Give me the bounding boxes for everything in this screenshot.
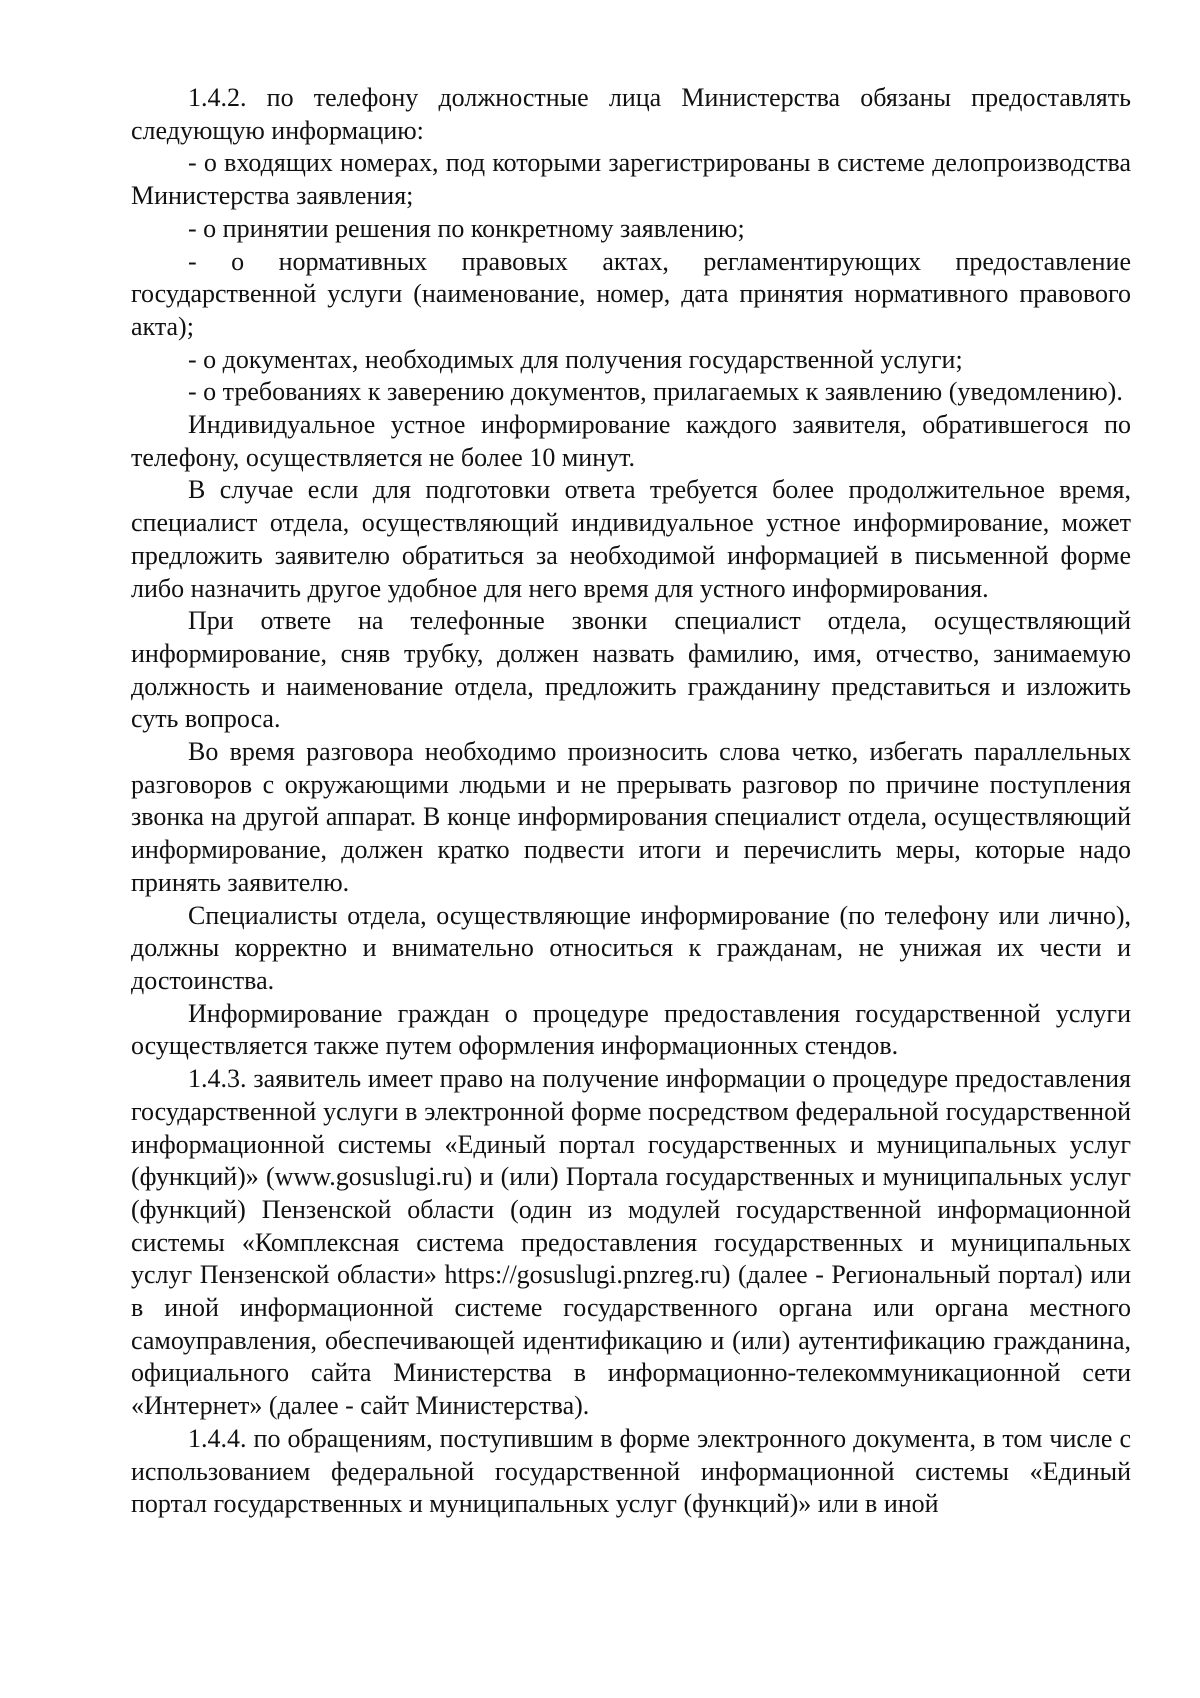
paragraph-longer-time: В случае если для подготовки ответа требуется более продолжительное время, специалист отдела, осуществляющий индивидуальное устное информирование, может предложить заявителю обратиться за необходимой информацией в письменной форме либо назначить другое удобное для него время для устного информирования. [131,475,1131,603]
paragraph-courtesy: Специалисты отдела, осуществляющие информирование (по телефону или лично), должны корректно и внимательно относиться к гражданам, не унижая их чести и достоинства. [131,900,1131,995]
paragraph-1-4-2: 1.4.2. по телефону должностные лица Министерства обязаны предоставлять следующую информацию: [131,83,1131,145]
list-item-certification: - о требованиях к заверению документов, прилагаемых к заявлению (уведомлению). [188,377,1123,407]
list-item-documents: - о документах, необходимых для получения государственной услуги; [188,344,963,374]
list-item-incoming-numbers: - о входящих номерах, под которыми зарегистрированы в системе делопроизводства Министерства заявления; [131,148,1131,211]
paragraph-oral-info-duration: Индивидуальное устное информирование каждого заявителя, обратившегося по телефону, осуществляется не более 10 минут. [131,410,1131,472]
paragraph-conversation-rules: Во время разговора необходимо произносить слова четко, избегать параллельных разговоров с окружающими людьми и не прерывать разговор по причине поступления звонка на другой аппарат. В конце информирования специалист отдела, осуществляющий информирование, должен кратко подвести итоги и перечислить меры, которые надо принять заявителю. [131,737,1131,897]
list-item-normative-acts: - о нормативных правовых актах, регламентирующих предоставление государственной услуги (наименование, номер, дата принятия нормативного правового акта); [131,246,1131,341]
paragraph-1-4-3: 1.4.3. заявитель имеет право на получение информации о процедуре предоставления государственной услуги в электронной форме посредством федеральной государственной информационной системы «Единый портал государственных и муниципальных услуг (функций)» (www.gosuslugi.ru) и (или) Портала государственных и муниципальных услуг (функций) Пензенской области (один из модулей государственной информационной системы «Комплексная система предоставления государственных и муниципальных услуг Пензенской области» https://gosuslugi.pnzreg.ru) (далее - Региональный портал) или в иной информационной системе государственного органа или органа местного самоуправления, обеспечивающей идентификацию и (или) аутентификацию гражданина, официального сайта Министерства в информационно-телекоммуникационной сети «Интернет» (далее - сайт Министерства). [131,1064,1131,1421]
list-item-decision: - о принятии решения по конкретному заявлению; [188,213,745,243]
paragraph-info-stands: Информирование граждан о процедуре предоставления государственной услуги осуществляется также путем оформления информационных стендов. [131,998,1131,1061]
document-body [131,82,1131,1521]
paragraph-answering-calls: При ответе на телефонные звонки специалист отдела, осуществляющий информирование, сняв трубку, должен назвать фамилию, имя, отчество, занимаемую должность и наименование отдела, предложить гражданину представиться и изложить суть вопроса. [131,606,1131,734]
paragraph-1-4-4: 1.4.4. по обращениям, поступившим в форме электронного документа, в том числе с использованием федеральной государственной информационной системы «Единый портал государственных и муниципальных услуг (функций)» или в иной [131,1423,1131,1519]
